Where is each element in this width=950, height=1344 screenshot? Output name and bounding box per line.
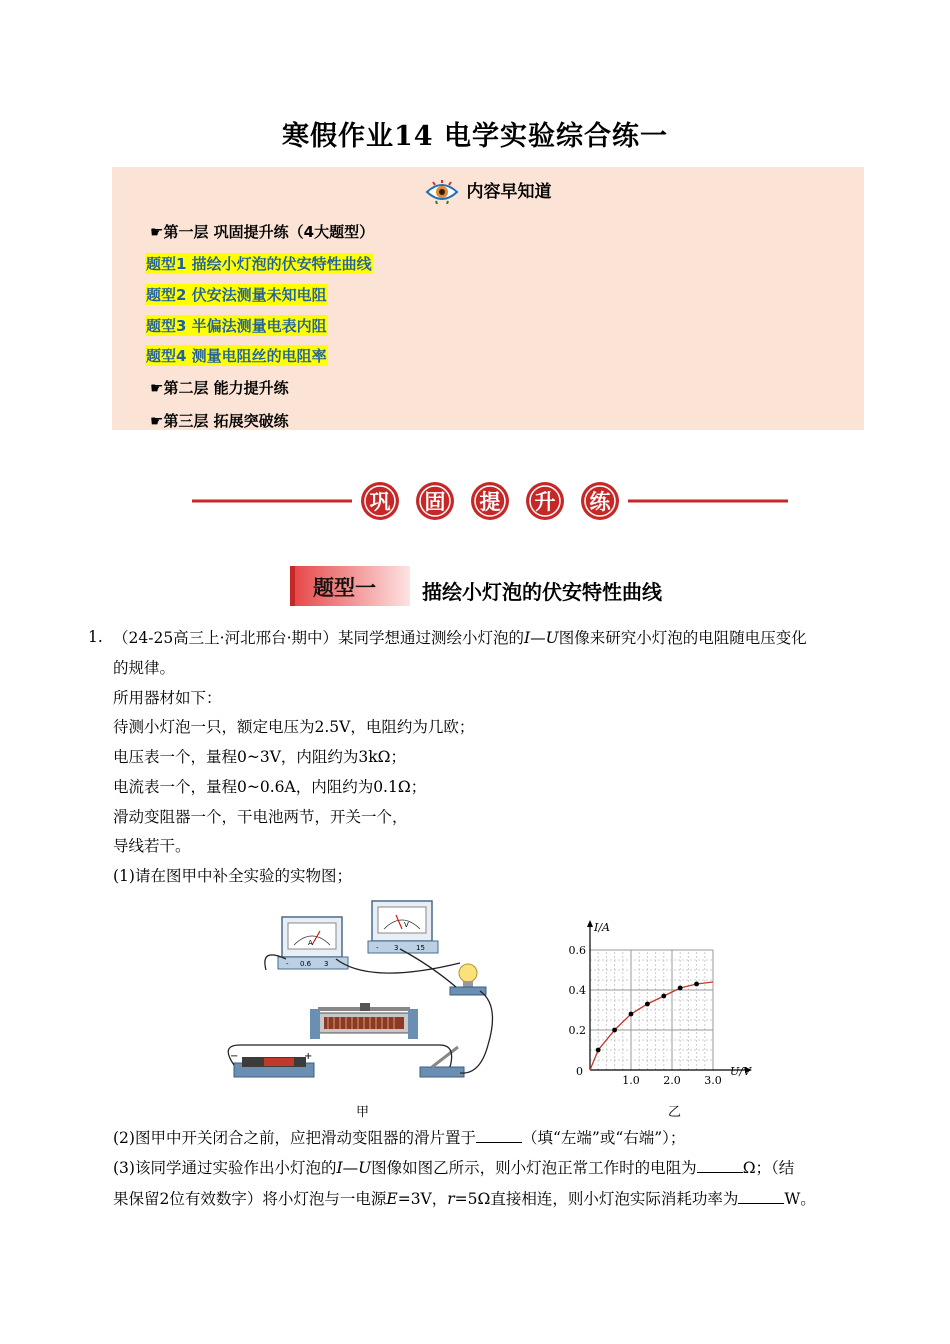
svg-text:0.6: 0.6 — [300, 960, 312, 968]
svg-text:升: 升 — [534, 490, 556, 514]
svg-text:提: 提 — [479, 490, 501, 514]
page-title: 寒假作业14 电学实验综合练一 — [282, 121, 668, 152]
toc-layer3: ☛第三层 拓展突破练 — [150, 412, 289, 430]
wires — [228, 949, 492, 1073]
y-axis-label: I/A — [594, 921, 610, 934]
toc-box — [112, 167, 864, 430]
voltmeter — [368, 901, 438, 953]
y-tick-label: 0.4 — [568, 984, 586, 997]
x-axis-label: U/V — [730, 1065, 751, 1078]
question-line-6: 电流表一个，量程0~0.6A，内阻约为0.1Ω； — [113, 778, 427, 796]
y-axis-arrow — [587, 920, 593, 927]
data-point — [694, 982, 699, 987]
svg-text:+: + — [304, 1051, 313, 1062]
toc-type-1[interactable]: 题型1 描绘小灯泡的伏安特性曲线 — [146, 255, 372, 273]
svg-text:3: 3 — [394, 944, 399, 952]
banner-char-5 — [581, 482, 619, 520]
iu-curve — [590, 982, 713, 1070]
question-part-2: (2)图甲中开关闭合之前，应把滑动变阻器的滑片置于 （填“左端”或“右端”）； — [113, 1129, 686, 1147]
svg-text:15: 15 — [416, 944, 425, 952]
data-point — [612, 1028, 617, 1033]
section-badge — [290, 566, 410, 606]
figure-a-caption: 甲 — [356, 1105, 370, 1120]
eye-icon — [425, 180, 459, 204]
data-point — [678, 986, 683, 991]
banner-char-4 — [526, 482, 564, 520]
answer-blank-1[interactable] — [476, 1128, 522, 1143]
svg-text:-: - — [286, 960, 289, 968]
x-tick-label: 3.0 — [704, 1074, 722, 1087]
switch — [420, 1047, 464, 1077]
toc-type-4[interactable]: 题型4 测量电阻丝的电阻率 — [146, 347, 327, 365]
toc-layer2: ☛第二层 能力提升练 — [150, 379, 289, 397]
svg-text:A: A — [308, 939, 313, 947]
svg-text:固: 固 — [424, 490, 446, 514]
question-line-8: 导线若干。 — [113, 837, 191, 855]
data-point — [645, 1002, 650, 1007]
svg-text:巩: 巩 — [369, 490, 391, 514]
section-heading — [290, 566, 710, 608]
question-line-2: 的规律。 — [113, 659, 176, 677]
bulb — [450, 964, 486, 995]
toc-layer1: ☛第一层 巩固提升练（4大题型） — [150, 223, 375, 241]
toc-type-2[interactable]: 题型2 伏安法测量未知电阻 — [146, 286, 327, 304]
x-tick-label: 1.0 — [622, 1074, 640, 1087]
answer-blank-2[interactable] — [697, 1158, 743, 1173]
figures — [220, 895, 780, 1120]
ammeter — [278, 917, 348, 969]
answer-blank-3[interactable] — [738, 1189, 784, 1204]
y-tick-label: 0.6 — [568, 944, 586, 957]
data-point — [661, 994, 666, 999]
svg-text:V: V — [404, 921, 409, 929]
y-tick-label: 0.2 — [568, 1024, 586, 1037]
origin-label: 0 — [576, 1065, 583, 1078]
circuit-diagram — [220, 895, 510, 1095]
chart-grid — [590, 950, 713, 1070]
banner-char-2 — [416, 482, 454, 520]
x-tick-label: 2.0 — [663, 1074, 681, 1087]
question-line-5: 电压表一个，量程0~3V，内阻约为3kΩ； — [113, 748, 407, 766]
question-line-1: （24-25高三上·河北邢台·期中）某同学想通过测绘小灯泡的I—U图像来研究小灯泡的电阻随电压变化 — [113, 629, 807, 647]
question-line-4: 待测小灯泡一只，额定电压为2.5V，电阻约为几欧； — [113, 718, 475, 736]
question-line-7: 滑动变阻器一个，干电池两节，开关一个， — [113, 808, 408, 826]
svg-text:-: - — [376, 944, 379, 952]
data-point — [596, 1048, 601, 1053]
question-part-3-line-2: 果保留2位有效数字）将小灯泡与一电源E=3V，r=5Ω直接相连，则小灯泡实际消耗功率为 W。 — [113, 1190, 816, 1208]
battery — [230, 1051, 314, 1077]
section-badge-text: 题型一 — [313, 576, 376, 600]
iu-chart — [540, 895, 780, 1095]
svg-text:练: 练 — [589, 490, 611, 514]
toc-header-text: 内容早知道 — [466, 182, 552, 202]
figure-b-caption: 乙 — [668, 1105, 682, 1120]
data-point — [629, 1012, 634, 1017]
section-banner — [192, 480, 788, 522]
rheostat — [310, 1003, 418, 1039]
question-number: 1. — [88, 628, 103, 646]
question-part-3: (3)该同学通过实验作出小灯泡的I—U图像如图乙所示，则小灯泡正常工作时的电阻为 Ω；（结 — [113, 1159, 795, 1177]
banner-char-1 — [361, 482, 399, 520]
section-title: 描绘小灯泡的伏安特性曲线 — [422, 580, 662, 604]
toc-type-3[interactable]: 题型3 半偏法测量电表内阻 — [146, 317, 327, 335]
question-part-1: (1)请在图甲中补全实验的实物图； — [113, 867, 352, 885]
toc-header — [112, 177, 864, 204]
question-line-3: 所用器材如下： — [113, 689, 222, 707]
banner-char-3 — [471, 482, 509, 520]
svg-text:3: 3 — [324, 960, 329, 968]
svg-text:−: − — [230, 1051, 239, 1062]
